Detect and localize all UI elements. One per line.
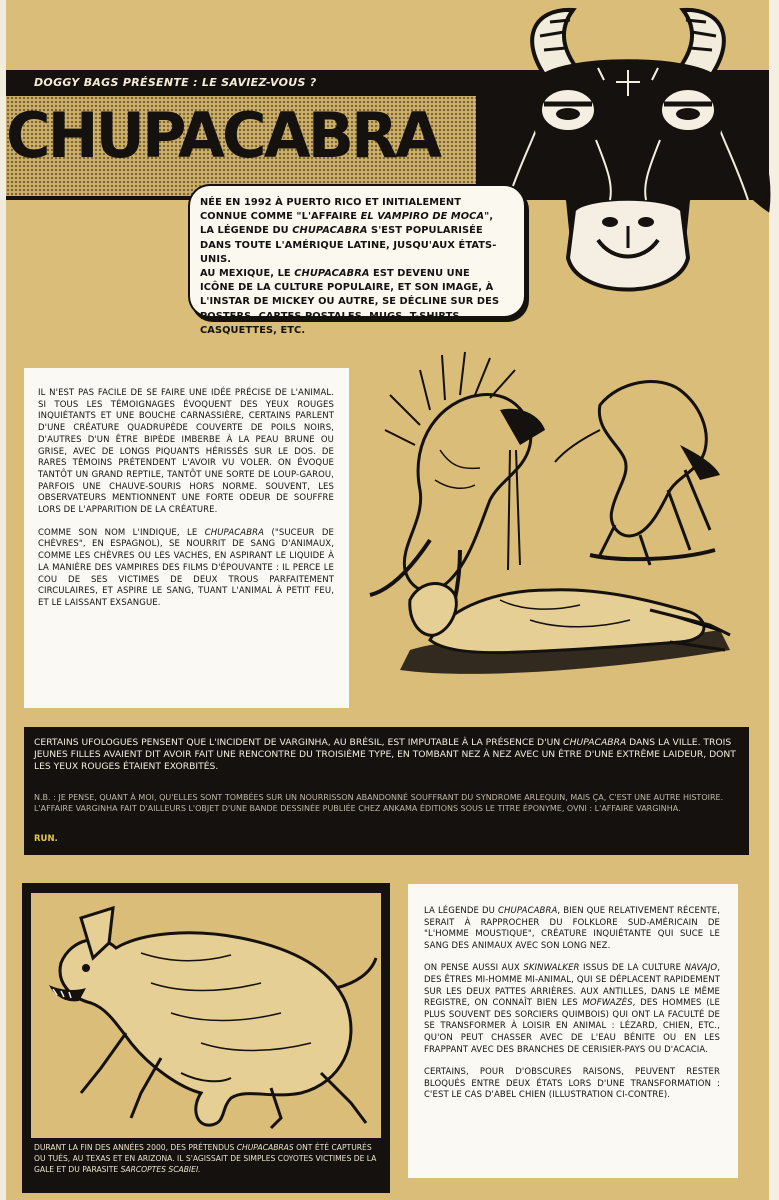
banner-signature: RUN. bbox=[34, 834, 58, 844]
coyote-caption: DURANT LA FIN DES ANNÉES 2000, DES PRÉTENDUS CHUPACABRAS ONT ÉTÉ CAPTURÉS OU TUÉS, AU TEXAS ET EN ARIZONA. IL S'AGISSAIT DE SIMPLES COYOTES VICTIMES DE LA GALE ET DU PARASITE SARCOPTES SCABIEI. bbox=[34, 1143, 377, 1174]
description-paragraph-1: IL N'EST PAS FACILE DE SE FAIRE UNE IDÉE PRÉCISE DE L'ANIMAL. SI TOUS LES TÉMOIGNAGES ÉVOQUENT DES YEUX ROUGES INQUIÉTANTS ET UNE BOUCHE CARNASSIÈRE, CERTAINS PARLENT D'UNE CRÉATURE QUADRUPÈDE COUVERTE DE POILS NOIRS, D'AUTRES D'UN ÊTRE BIPÈDE IMBERBE À LA PEAU BRUNE OU GRISE, AVEC DE LONGS PIQUANTS HÉRISSÉS SUR LE DOS. DE RARES TÉMOINS PRÉTENDENT L'AVOIR VU VOLER. ON ÉVOQUE TANTÔT UN GRAND REPTILE, TANTÔT UNE SORTE DE LOUP-GAROU, PARFOIS UNE CHAUVE-SOURIS HORS NORME. SOUVENT, LES OBSERVATEURS MENTIONNENT UNE FORTE ODEUR DE SOUFFRE LORS DE L'APPARITION DE LA CRÉATURE. bbox=[38, 388, 334, 516]
description-text bbox=[38, 388, 334, 698]
header-presents: DOGGY BAGS PRÉSENTE : LE SAVIEZ-VOUS ? bbox=[34, 76, 317, 89]
chupacabra-attack-illustration bbox=[350, 350, 750, 695]
folklore-text bbox=[424, 906, 720, 1176]
description-paragraph-2: COMME SON NOM L'INDIQUE, LE CHUPACABRA ("SUCEUR DE CHÈVRES", EN ESPAGNOL), SE NOURRIT DE SANG D'ANIMAUX, COMME LES CHÈVRES OU LES VACHES, EN ASPIRANT LE LIQUIDE À LA MANIÈRE DES VAMPIRES DES FILMS D'ÉPOUVANTE : IL PERCE LE COU DE SES VICTIMES DE DEUX TROUS PARFAITEMENT CIRCULAIRES, ET ASPIRE LE SANG, TUANT L'ANIMAL À PETIT FEU, ET LE LAISSANT EXSANGUE. bbox=[38, 527, 334, 608]
banner-note: N.B. : JE PENSE, QUANT À MOI, QU'ELLES SONT TOMBÉES SUR UN NOURRISSON ABANDONNÉ SOUFFRANT DU SYNDROME ARLEQUIN, MAIS ÇA, C'EST UNE AUTRE HISTOIRE. L'AFFAIRE VARGINHA FAIT D'AILLEURS L'OBJET D'UNE BANDE DESSINÉE PUBLIÉE CHEZ ANKAMA ÉDITIONS SOUS LE TITRE ÉPONYME, OVNI : L'AFFAIRE VARGINHA. bbox=[34, 793, 724, 813]
folklore-paragraph-2: ON PENSE AUSSI AUX SKINWALKER ISSUS DE LA CULTURE NAVAJO, DES ÊTRES MI-HOMME MI-ANIMAL, QUI SE DÉPLACENT RAPIDEMENT SUR LES DEUX PATTES ARRIÈRES. AUX ANTILLES, DANS LE MÊME REGISTRE, ON CONNAÎT BIEN LES MOFWAZÈS, DES HOMMES (LE PLUS SOUVENT DES SORCIERS QUIMBOIS) QUI ONT LA FACULTÉ DE SE TRANSFORMER À LOISIR EN ANIMAL : LÉZARD, CHIEN, ETC., QU'ON PEUT CHASSER AVEC DE L'EAU BÉNITE OU EN LES FRAPPANT AVEC DES BRANCHES DE CERISIER-PAYS OU D'ACACIA. bbox=[424, 963, 720, 1055]
folklore-paragraph-1: LA LÉGENDE DU CHUPACABRA, BIEN QUE RELATIVEMENT RÉCENTE, SERAIT À RAPPROCHER DU FOLKLORE SUD-AMÉRICAIN DE "L'HOMME MOUSTIQUE", CRÉATURE INQUIÉTANTE QUI SUCE LE SANG DES ANIMAUX AVEC SON LONG NEZ. bbox=[424, 906, 720, 951]
page-title: CHUPACABRA bbox=[6, 99, 440, 172]
folklore-paragraph-3: CERTAINS, POUR D'OBSCURES RAISONS, PEUVENT RESTER BLOQUÉS ENTRE DEUX ÉTATS LORS D'UNE TRANSFORMATION : C'EST LE CAS D'ABEL CHIEN (ILLUSTRATION CI-CONTRE). bbox=[424, 1067, 720, 1101]
mangy-coyote-illustration bbox=[31, 893, 381, 1138]
intro-paragraph-1: NÉE EN 1992 À PUERTO RICO ET INITIALEMENT CONNUE COMME "L'AFFAIRE EL VAMPIRO DE MOCA", LA LÉGENDE DU CHUPACABRA S'EST POPULARISÉE DANS TOUTE L'AMÉRIQUE LATINE, JUSQU'AUX ÉTATS-UNIS. bbox=[200, 197, 497, 265]
banner-main-text: CERTAINS UFOLOGUES PENSENT QUE L'INCIDENT DE VARGINHA, AU BRÉSIL, EST IMPUTABLE À LA PRÉSENCE D'UN CHUPACABRA DANS LA VILLE. TROIS JEUNES FILLES AVAIENT DIT AVOIR FAIT UNE RENCONTRE DU TROISIÈME TYPE, EN TOMBANT NEZ À NEZ AVEC UN ÊTRE D'UNE EXTRÊME LAIDEUR, DONT LES YEUX ROUGES ÉTAIENT EXORBITÉS. bbox=[34, 737, 736, 772]
intro-text bbox=[200, 196, 505, 336]
intro-paragraph-2: AU MEXIQUE, LE CHUPACABRA EST DEVENU UNE ICÔNE DE LA CULTURE POPULAIRE, ET SON IMAGE, À L'INSTAR DE MICKEY OU AUTRE, SE DÉCLINE SUR DES POSTERS, CARTES POSTALES, MUGS, T-SHIRTS, CASQUETTES, ETC. bbox=[200, 268, 500, 336]
